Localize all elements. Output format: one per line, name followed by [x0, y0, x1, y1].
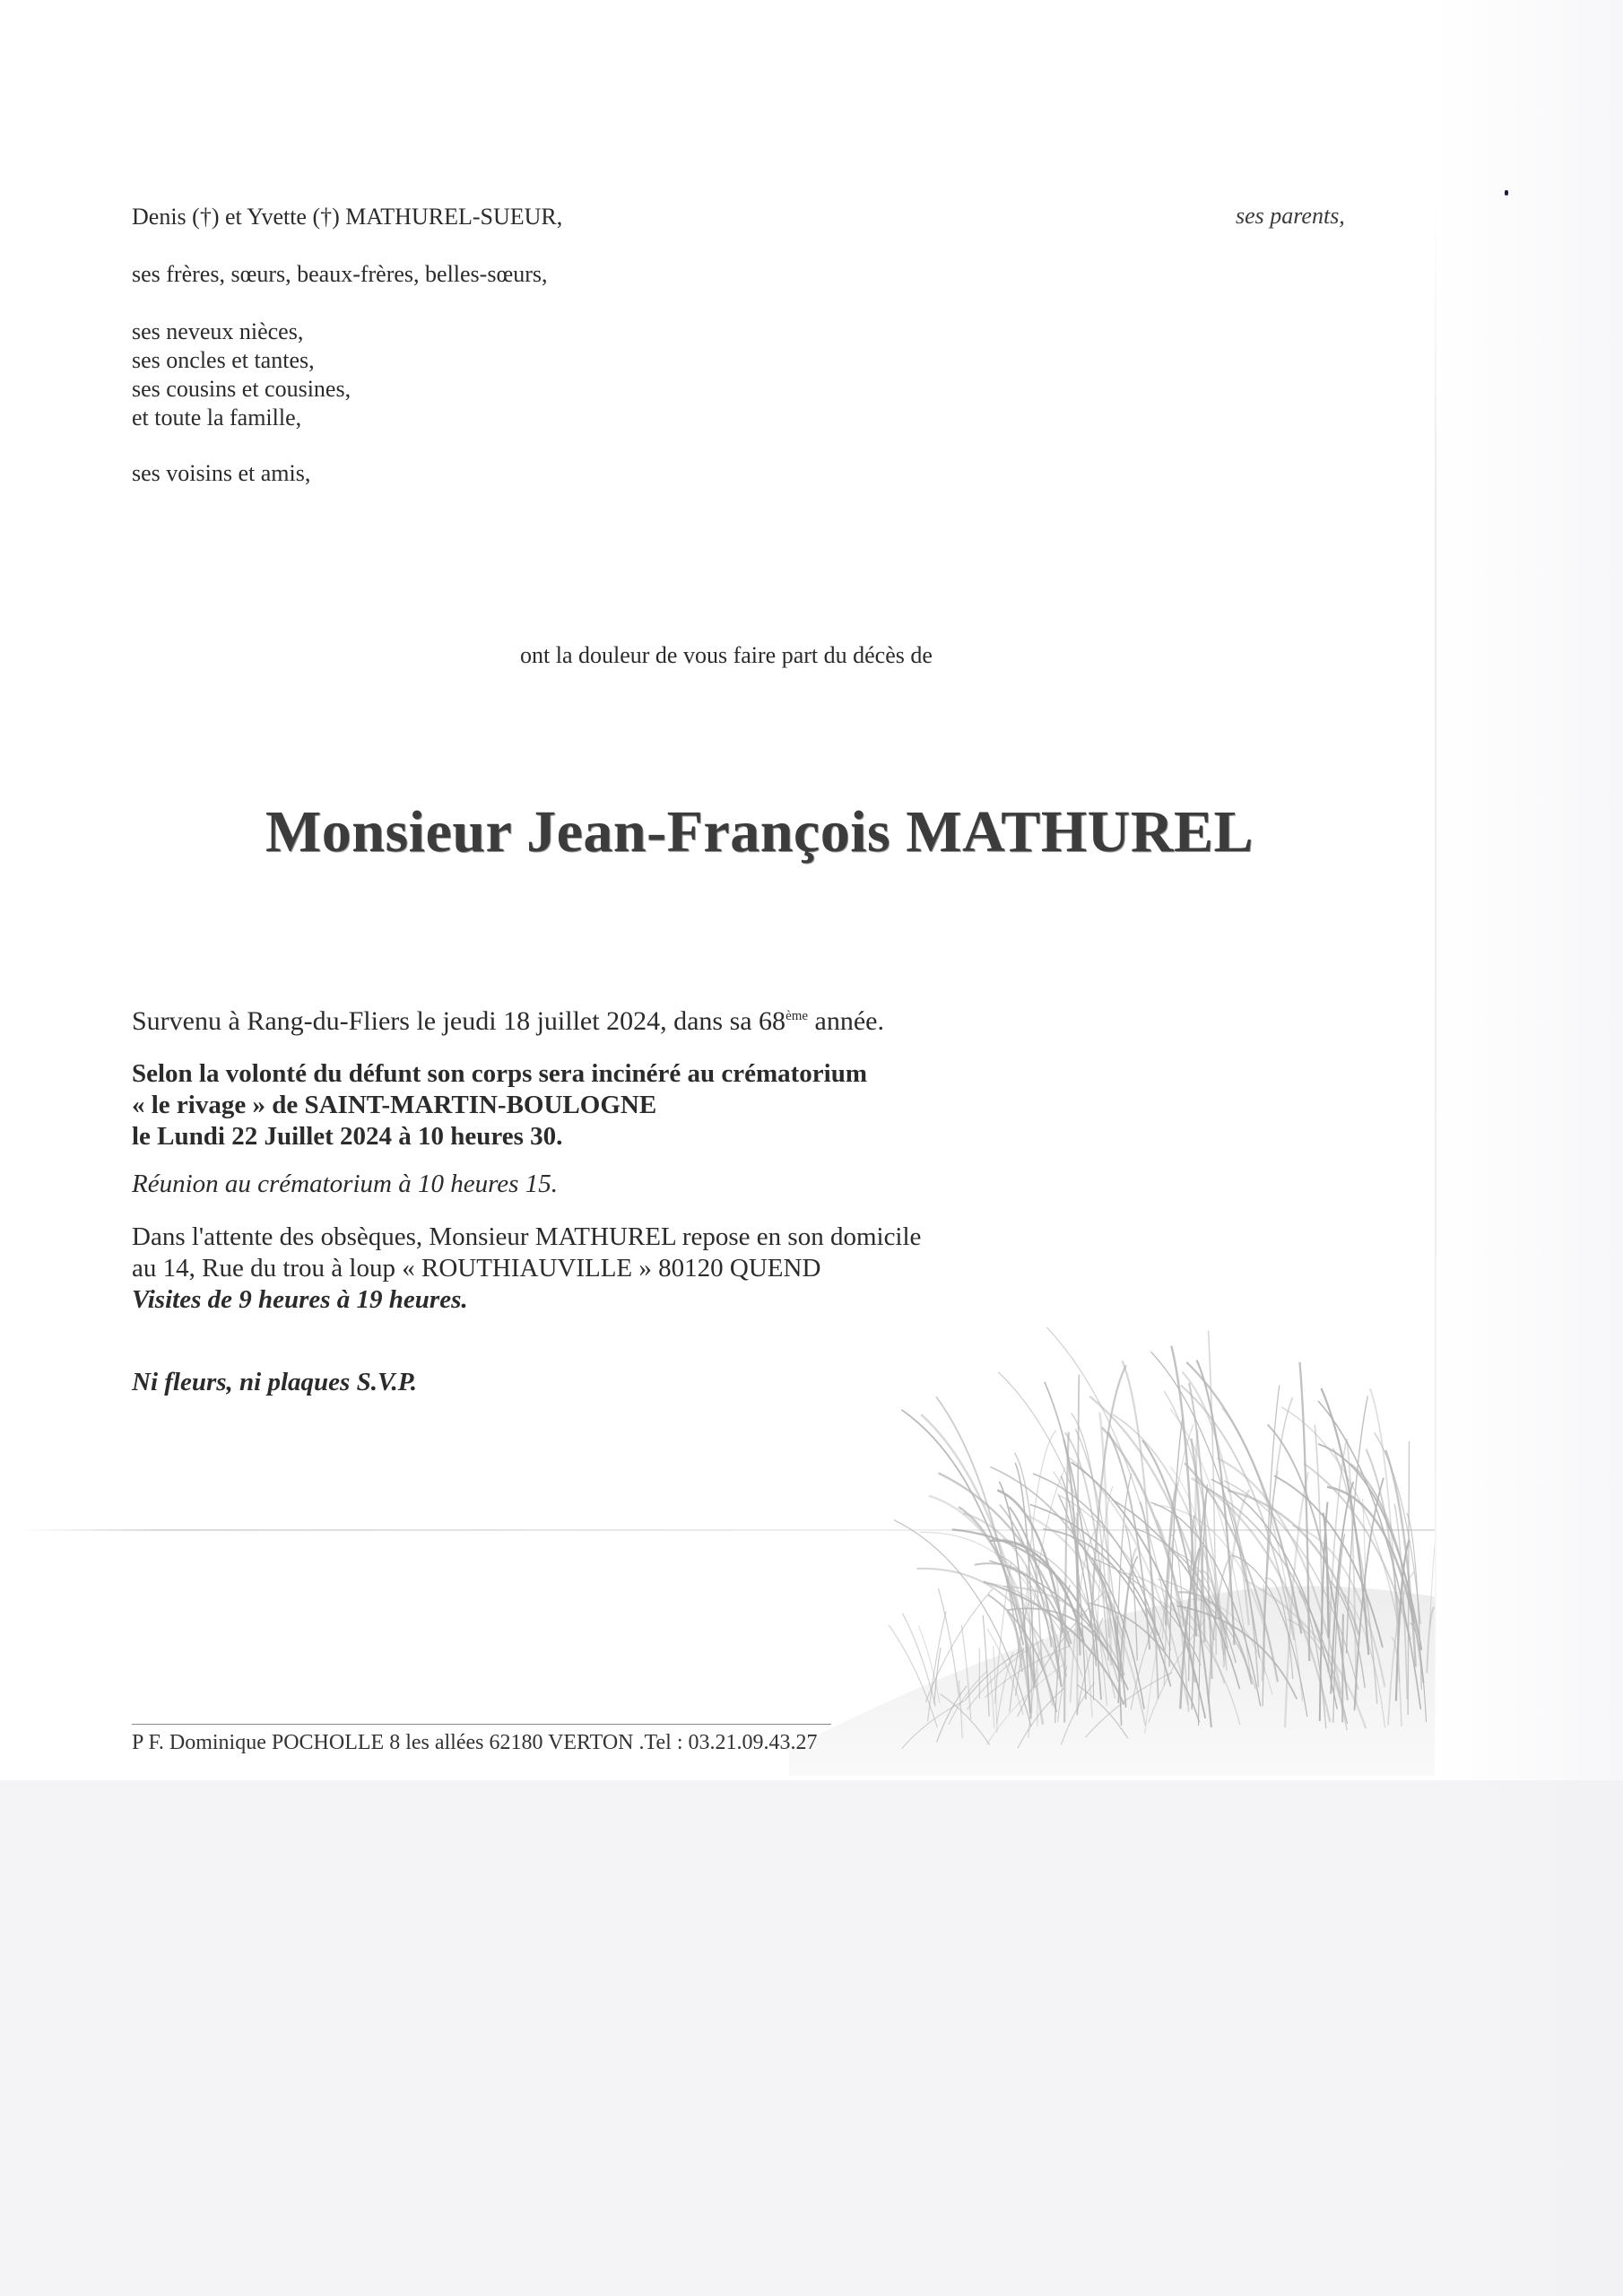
- domicile-block: [132, 1222, 921, 1316]
- deceased-name: Monsieur Jean-François MATHUREL: [265, 799, 1254, 865]
- ceremony-block: [132, 1058, 867, 1152]
- family-line: ses cousins et cousines,: [132, 376, 352, 402]
- domicile-line: Dans l'attente des obsèques, Monsieur MATHUREL repose en son domicile: [132, 1222, 922, 1251]
- death-text-end: année.: [808, 1006, 884, 1036]
- death-ordinal: ème: [785, 1009, 809, 1023]
- scan-speck: [1505, 190, 1508, 196]
- reunion-note: Réunion au crématorium à 10 heures 15.: [132, 1170, 558, 1198]
- visits-line: Visites de 9 heures à 19 heures.: [132, 1285, 468, 1314]
- scan-background-lower: [0, 1780, 1623, 2296]
- ceremony-line: Selon la volonté du défunt son corps sera incinéré au crématorium: [132, 1059, 868, 1088]
- ceremony-line: le Lundi 22 Juillet 2024 à 10 heures 30.: [132, 1122, 563, 1151]
- announcement-intro: ont la douleur de vous faire part du décès de: [520, 642, 933, 668]
- grass-blade: [1342, 1614, 1343, 1723]
- family-block: [132, 317, 351, 432]
- death-statement: [132, 1006, 884, 1037]
- parents-label: ses parents,: [1236, 203, 1345, 229]
- death-text: Survenu à Rang-du-Fliers le jeudi 18 juillet 2024, dans sa 68: [132, 1006, 786, 1036]
- ceremony-line: « le rivage » de SAINT-MARTIN-BOULOGNE: [132, 1091, 657, 1119]
- family-line: et toute la famille,: [132, 404, 302, 430]
- parents-line: Denis (†) et Yvette (†) MATHUREL-SUEUR,: [132, 204, 563, 230]
- siblings-line: ses frères, sœurs, beaux-frères, belles-sœurs,: [132, 261, 548, 287]
- footer-rule: [132, 1724, 831, 1725]
- beach-grass-illustration: [789, 1327, 1435, 1776]
- grass-blade: [901, 1410, 1023, 1646]
- flowers-note: Ni fleurs, ni plaques S.V.P.: [132, 1368, 418, 1396]
- funeral-home-footer: P F. Dominique POCHOLLE 8 les allées 62180 VERTON .Tel : 03.21.09.43.27: [132, 1731, 818, 1754]
- scan-background-right: [1435, 0, 1623, 2296]
- family-line: ses neveux nièces,: [132, 318, 304, 344]
- neighbors-line: ses voisins et amis,: [132, 460, 311, 486]
- sheet-edge: [1435, 197, 1436, 1776]
- family-line: ses oncles et tantes,: [132, 347, 315, 373]
- domicile-line: au 14, Rue du trou à loup « ROUTHIAUVILLE » 80120 QUEND: [132, 1254, 821, 1283]
